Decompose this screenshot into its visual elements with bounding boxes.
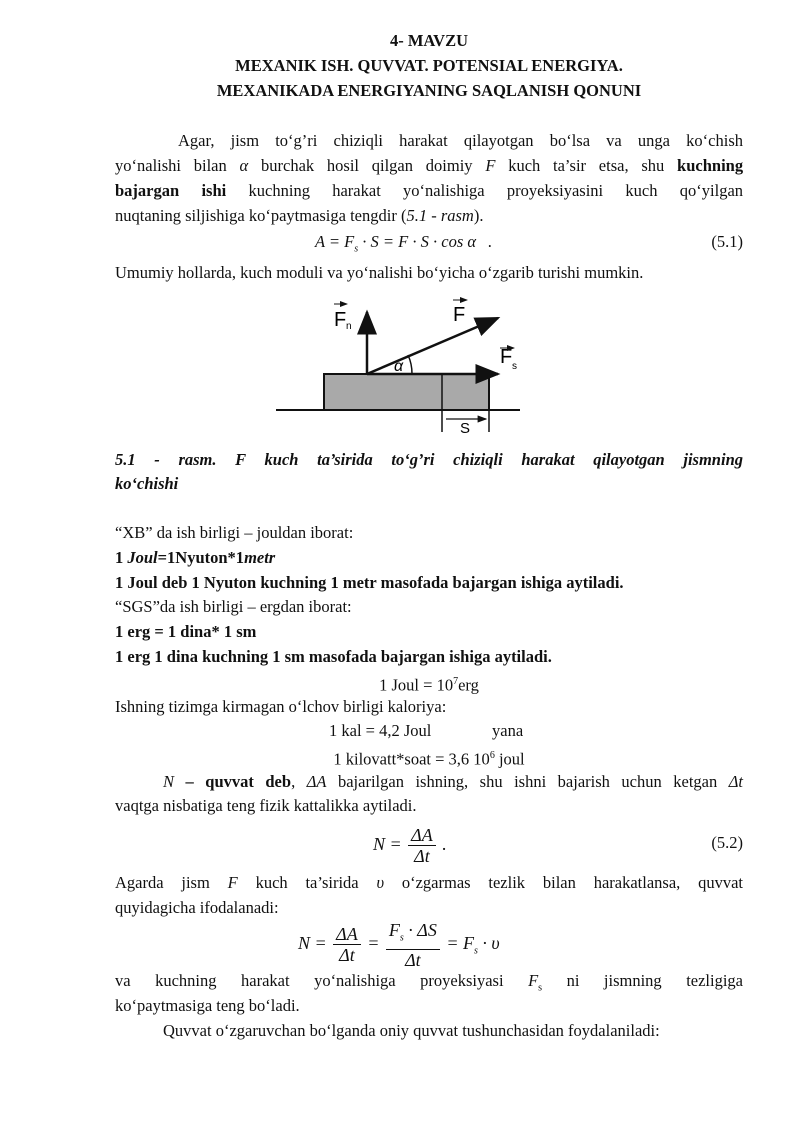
title-line-2: MEXANIKADA ENERGIYANING SAQLANISH QONUNI bbox=[216, 81, 642, 100]
equation-5-1-number: (5.1) bbox=[711, 232, 743, 251]
angle-label-alpha: α bbox=[394, 358, 404, 375]
xb-intro: “XB” da ish birligi – jouldan iborat: bbox=[115, 523, 354, 542]
equation-5-2: N = $\frac{\Delta A}{\Delta t}$ . (5.2) bbox=[373, 825, 743, 867]
general-sentence: Umumiy hollarda, kuch moduli va yo‘nalishi bo‘yicha o‘zgarib turishi mumkin. bbox=[115, 263, 644, 282]
document-page: 4- MAVZU MEXANIK ISH. QUVVAT. POTENSIAL ENERGIYA. MEXANIKADA ENERGIYANING SAQLANISH QONUNI Agar, jism to‘g’ri chiziqli harakat qilayotgan bo‘lsa va unga ko‘chish yo‘nalishi bilan α burchak hosil qilgan doimiy F kuch ta’sir etsa, shu kuchning bajargan ishi kuchning harakat yo‘nalishiga proyeksiyasini kuch qo‘yilgan nuqtaning siljishiga ko‘paytmasiga tengdir (5.1 - rasm). $A = F_s \cdot S = F \cdot S \cdot \cos \alpha$ . (5.1) Umumiy hollarda, kuch moduli va yo‘nalishi bo‘yicha o‘zgarib turishi mumkin. α F n F F s S 5.1 - rasm. F kuch ta’sirida to‘g’ri chiziqli harakat qilayotgan jismning ko‘chishi “XB” da ish birligi – jouldan iborat: 1 Joul=1Nyuton*1metr 1 Joul deb 1 Nyuton kuchning 1 metr masofada bajargan ishiga aytiladi. “SGS”da ish birligi – ergdan iborat: 1 erg = 1 dina* 1 sm 1 erg 1 dina kuchning 1 sm masofada bajargan ishiga aytiladi. 1 Joul = $10^7erg$ Ishning tizimga kirmagan o‘lchov birligi kaloriya: 1 kal = 4,2 Joul yana 1 kilovatt*soat = 3,6 $10^6$ joul N – quvvat deb, ΔA bajarilgan ishning, shu ishni bajarish uchun ketgan Δt vaqtga nisbatiga teng fizik kattalikka aytiladi. N = $\frac{\Delta A}{\Delta t}$ . (5.2) Agarda jism F kuch ta’sirida υ o‘zgarmas tezlik bilan harakatlansa, quvvat quyidagicha ifodalanadi: N = $\frac{\Delta A}{\Delta t}$ = $\frac{F_s \cdot \Delta S}{\Delta t}$ = $F_s \cdot \upsilon$ va kuchning harakat yo‘nalishiga proyeksiyasi $F_s$ ni jismning tezligiga ko‘paytmasiga teng bo‘ladi. Quvvat o‘zgaruvchan bo‘lganda oniy quvvat tushunchasidan foydalaniladi: bbox=[115, 31, 744, 1040]
figure-5-1 bbox=[270, 292, 530, 437]
equation-5-2-number: (5.2) bbox=[711, 833, 743, 852]
label-S: S bbox=[460, 420, 471, 437]
power-definition-line-2: vaqtga nisbatiga teng fizik kattalikka aytiladi. bbox=[115, 796, 417, 815]
equation-5-2-fraction: $\frac{\Delta A}{\Delta t}$ bbox=[408, 825, 436, 866]
title-line-1: MEXANIK ISH. QUVVAT. POTENSIAL ENERGIYA. bbox=[235, 56, 623, 75]
power-velocity-equation: N = $\frac{\Delta A}{\Delta t}$ = $\frac{F_s \cdot \Delta S}{\Delta t}$ = $F_s \cdot \upsilon$ bbox=[298, 920, 500, 970]
intro-line-1: Agar, jism to‘g’ri chiziqli harakat qilayotgan bo‘lsa va unga ko‘chish bbox=[178, 131, 743, 150]
joule-erg-relation: 1 Joul = $10^7erg$ bbox=[379, 675, 479, 695]
calorie-intro: Ishning tizimga kirmagan o‘lchov birligi kaloriya: bbox=[115, 697, 447, 716]
topic-heading: 4- MAVZU bbox=[389, 31, 469, 50]
joule-equation: 1 Joul=1Nyuton*1metr bbox=[115, 548, 276, 567]
label-Fs-sub: s bbox=[512, 361, 517, 372]
figure-caption-line-2: ko‘chishi bbox=[115, 474, 179, 493]
label-Fn: F bbox=[334, 309, 347, 331]
joule-definition: 1 Joul deb 1 Nyuton kuchning 1 metr masofada bajargan ishiga aytiladi. bbox=[115, 573, 624, 592]
projection-line-1: va kuchning harakat yo‘nalishiga proyeksiyasi $F_s$ ni jismning tezligiga bbox=[115, 971, 744, 994]
constant-velocity-line-1: Agarda jism F kuch ta’sirida υ o‘zgarmas tezlik bilan harakatlansa, quvvat bbox=[115, 873, 744, 892]
body-block bbox=[324, 374, 489, 410]
force-arrow bbox=[367, 318, 498, 374]
label-Fs: F bbox=[500, 346, 513, 368]
erg-definition: 1 erg 1 dina kuchning 1 sm masofada bajargan ishiga aytiladi. bbox=[115, 647, 552, 666]
intro-line-3: bajargan ishi kuchning harakat yo‘nalishiga proyeksiyasini kuch qo‘yilgan bbox=[115, 181, 744, 200]
label-Fn-sub: n bbox=[346, 321, 352, 332]
power-definition-line-1: N – quvvat deb, ΔA bajarilgan ishning, shu ishni bajarish uchun ketgan Δt bbox=[163, 772, 744, 791]
instantaneous-power-line: Quvvat o‘zgaruvchan bo‘lganda oniy quvvat tushunchasidan foydalaniladi: bbox=[163, 1021, 660, 1040]
label-F: F bbox=[453, 304, 466, 326]
kilowatt-hour-line: 1 kilovatt*soat = 3,6 $10^6$ joul bbox=[333, 749, 525, 769]
erg-equation: 1 erg = 1 dina* 1 sm bbox=[115, 622, 257, 641]
projection-line-2: ko‘paytmasiga teng bo‘ladi. bbox=[115, 996, 300, 1015]
intro-line-2: yo‘nalishi bilan α burchak hosil qilgan doimiy F kuch ta’sir etsa, shu kuchning bbox=[115, 156, 744, 175]
equation-5-1-formula: $A = F_s \cdot S = F \cdot S \cdot \cos \alpha$ . bbox=[315, 232, 493, 255]
figure-caption-line-1: 5.1 - rasm. F kuch ta’sirida to‘g’ri chiziqli harakat qilayotgan jismning bbox=[115, 450, 743, 469]
intro-line-4: nuqtaning siljishiga ko‘paytmasiga tengdir (5.1 - rasm). bbox=[115, 206, 484, 225]
angle-arc bbox=[408, 355, 412, 374]
sgs-intro: “SGS”da ish birligi – ergdan iborat: bbox=[115, 597, 352, 616]
constant-velocity-line-2: quyidagicha ifodalanadi: bbox=[115, 898, 279, 917]
